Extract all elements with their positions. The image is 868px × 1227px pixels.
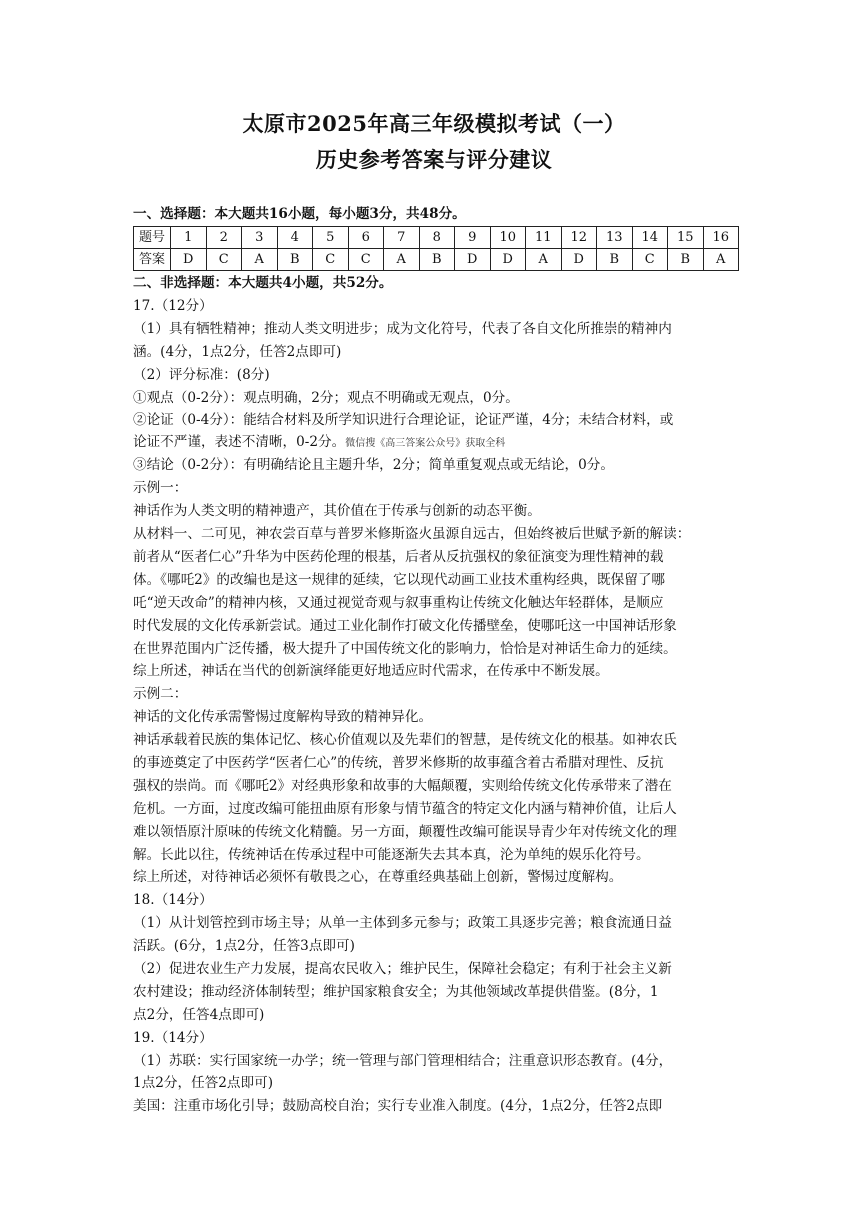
watermark-text: 微信搜《高三答案公众号》获取全科 <box>345 438 506 449</box>
table-cell-number: 10 <box>490 227 526 249</box>
table-cell-number: 6 <box>348 227 384 249</box>
text-line: ①观点（0-2分）：观点明确，2分；观点不明确或无观点，0分。 <box>133 390 519 406</box>
text-line: 示例一： <box>133 480 188 496</box>
table-cell-answer: C <box>313 249 349 271</box>
table-cell-answer: D <box>561 249 597 271</box>
text-line: 解。长此以往，传统神话在传承过程中可能逐渐失去其本真，沦为单纯的娱乐化符号。 <box>133 847 650 863</box>
text-line: 神话承载着民族的集体记忆、核心价值观以及先辈们的智慧，是传统文化的根基。如神农氏 <box>133 732 677 748</box>
text-line: 农村建设；推动经济体制转型；维护国家粮食安全；为其他领域改革提供借鉴。(8分，1 <box>133 984 659 1000</box>
text-line: 体。《哪吒2》的改编也是这一规律的延续，它以现代动画工业技术重构经典，既保留了哪 <box>133 572 666 588</box>
text-line: 从材料一、二可见，神农尝百草与普罗米修斯盗火虽源自远古，但始终被后世赋予新的解读： <box>133 526 691 542</box>
table-cell-answer: B <box>419 249 455 271</box>
text-line: 点2分，任答4点即可) <box>133 1007 265 1023</box>
text-line: （1）苏联：实行国家统一办学；统一管理与部门管理相结合；注重意识形态教育。(4分， <box>133 1053 673 1069</box>
table-cell-number: 11 <box>526 227 562 249</box>
table-cell-number: 14 <box>632 227 668 249</box>
table-cell-answer: C <box>206 249 242 271</box>
text-line: 1点2分，任答2点即可) <box>133 1075 273 1091</box>
table-cell-number: 12 <box>561 227 597 249</box>
text-line: 难以领悟原汁原味的传统文化精髓。另一方面，颠覆性改编可能误导青少年对传统文化的理 <box>133 824 677 840</box>
text-line: 综上所述，对待神话必须怀有敬畏之心，在尊重经典基础上创新，警惕过度解构。 <box>133 869 623 885</box>
table-row-numbers <box>134 227 739 249</box>
table-cell-number: 9 <box>455 227 491 249</box>
text-line: 示例二： <box>133 686 188 702</box>
text-line: 危机。一方面，过度改编可能扭曲原有形象与情节蕴含的特定文化内涵与精神价值，让后人 <box>133 801 677 817</box>
table-cell-number: 7 <box>384 227 420 249</box>
table-cell-number: 3 <box>242 227 278 249</box>
text-line: 在世界范围内广泛传播，极大提升了中国传统文化的影响力，恰恰是对神话生命力的延续。 <box>133 641 677 657</box>
table-cell-answer: D <box>171 249 207 271</box>
document-title: 太原市2025年高三年级模拟考试（一） <box>242 111 626 136</box>
table-cell-answer: B <box>668 249 704 271</box>
table-cell-answer: A <box>526 249 562 271</box>
table-header-answer: 答案 <box>134 249 171 271</box>
table-cell-number: 16 <box>703 227 739 249</box>
table-cell-number: 4 <box>277 227 313 249</box>
table-cell-answer: A <box>384 249 420 271</box>
text-line: （2）促进农业生产力发展，提高农民收入；维护民生，保障社会稳定；有利于社会主义新 <box>133 961 672 977</box>
table-cell-answer: C <box>348 249 384 271</box>
text-line: 强权的崇尚。而《哪吒2》对经典形象和故事的大幅颠覆，实则给传统文化传承带来了潜在 <box>133 778 672 794</box>
text-line: 吒“逆天改命”的精神内核，又通过视觉奇观与叙事重构让传统文化触达年轻群体，是顺应 <box>133 595 664 611</box>
text-line: 涵。(4分，1点2分，任答2点即可) <box>133 344 342 360</box>
text-line: 神话作为人类文明的精神遗产，其价值在于传承与创新的动态平衡。 <box>133 503 541 519</box>
table-cell-answer: A <box>242 249 278 271</box>
table-cell-answer: D <box>455 249 491 271</box>
text-line: 19.（14分） <box>133 1030 213 1046</box>
table-cell-number: 8 <box>419 227 455 249</box>
table-cell-number: 15 <box>668 227 704 249</box>
text-line: 综上所述，神话在当代的创新演绎能更好地适应时代需求，在传承中不断发展。 <box>133 663 609 679</box>
answer-table <box>133 226 739 271</box>
text-line: 18.（14分） <box>133 892 213 908</box>
table-header-question: 题号 <box>134 227 171 249</box>
table-cell-answer: C <box>632 249 668 271</box>
table-cell-answer: B <box>597 249 633 271</box>
text-line-with-watermark <box>133 433 739 453</box>
text-line: 活跃。(6分，1点2分，任答3点即可) <box>133 938 355 954</box>
text-line: ③结论（0-2分）：有明确结论且主题升华，2分；简单重复观点或无结论，0分。 <box>133 457 614 473</box>
document-subtitle: 历史参考答案与评分建议 <box>315 147 553 172</box>
text-line: 的事迹奠定了中医药学“医者仁心”的传统，普罗米修斯的故事蕴含着古希腊对理性、反抗 <box>133 755 664 771</box>
table-cell-answer: A <box>703 249 739 271</box>
section2-heading: 二、非选择题：本大题共4小题，共52分。 <box>133 275 393 291</box>
table-cell-answer: B <box>277 249 313 271</box>
section1-heading: 一、选择题：本大题共16小题，每小题3分，共48分。 <box>133 206 466 222</box>
text-line: 美国：注重市场化引导；鼓励高校自治；实行专业准入制度。(4分，1点2分，任答2点即 <box>133 1098 663 1114</box>
table-cell-number: 1 <box>171 227 207 249</box>
text-line: （2）评分标准：(8分) <box>133 367 270 383</box>
text-line: 17.（12分） <box>133 298 213 314</box>
table-cell-number: 5 <box>313 227 349 249</box>
table-cell-number: 2 <box>206 227 242 249</box>
text-line: （1）具有牺牲精神；推动人类文明进步；成为文化符号，代表了各自文化所推崇的精神内 <box>133 321 672 337</box>
text-line: 神话的文化传承需警惕过度解构导致的精神异化。 <box>133 709 433 725</box>
table-cell-number: 13 <box>597 227 633 249</box>
text-line: 前者从“医者仁心”升华为中医药伦理的根基，后者从反抗强权的象征演变为理性精神的载 <box>133 549 664 565</box>
text-line: （1）从计划管控到市场主导；从单一主体到多元参与；政策工具逐步完善；粮食流通日益 <box>133 915 672 931</box>
table-cell-answer: D <box>490 249 526 271</box>
table-row-answers <box>134 249 739 271</box>
text-line-segment: 论证不严谨，表述不清晰，0-2分。 <box>133 434 346 450</box>
text-line: 时代发展的文化传承新尝试。通过工业化制作打破文化传播壁垒，使哪吒这一中国神话形象 <box>133 618 677 634</box>
text-line: ②论证（0-4分）：能结合材料及所学知识进行合理论证，论证严谨，4分；未结合材料，或 <box>133 412 674 428</box>
